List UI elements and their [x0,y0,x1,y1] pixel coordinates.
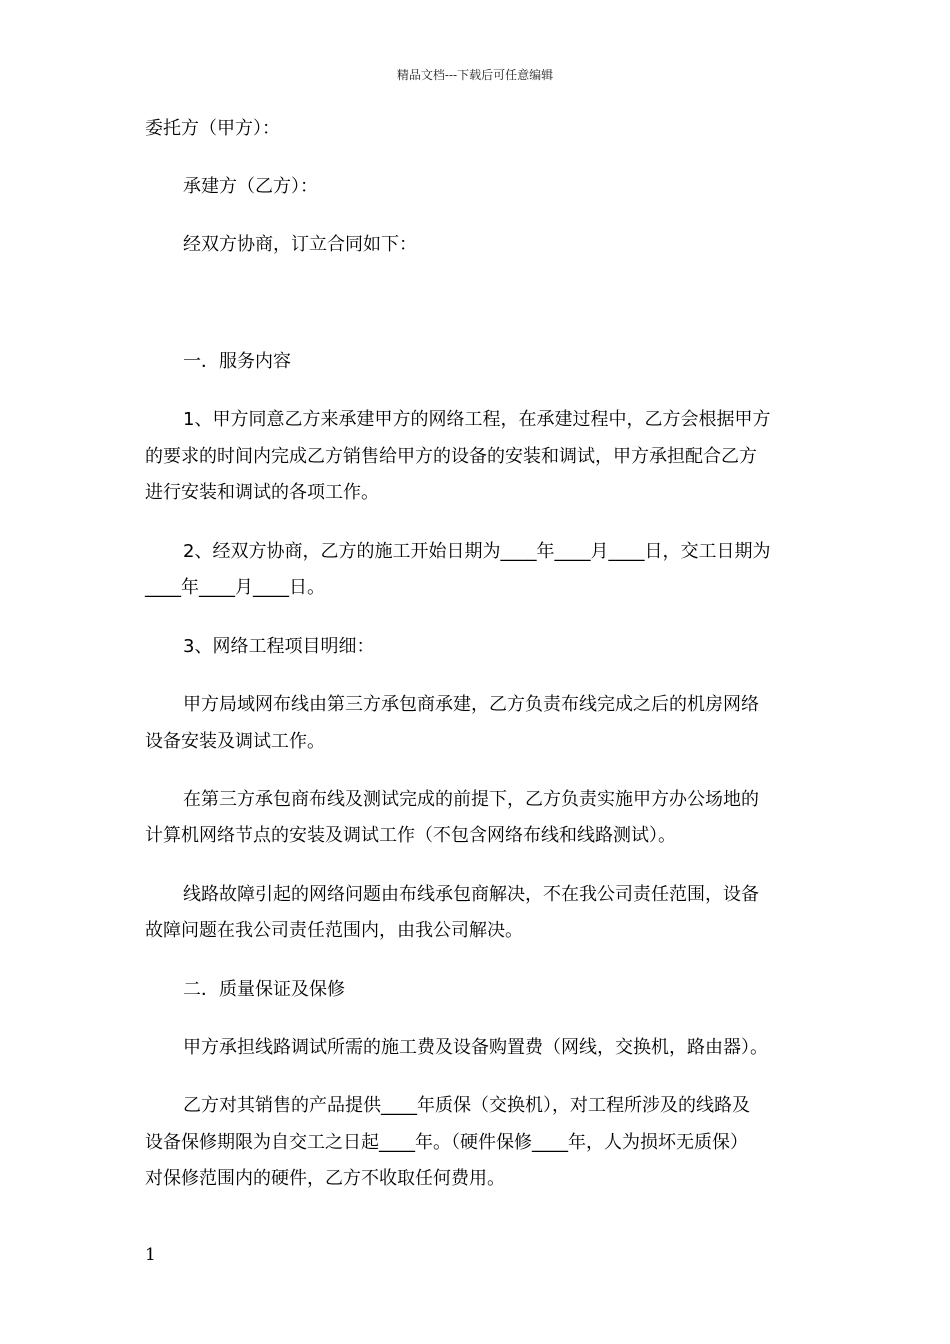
paragraph-line: 设备保修期限为自交工之日起____年。（硬件保修____年，人为损坏无质保） [145,1132,748,1153]
paragraph-line: 1、甲方同意乙方来承建甲方的网络工程，在承建过程中，乙方会根据甲方 [183,409,771,430]
section-1-heading: 一．服务内容 [183,351,291,372]
contractor-party-line: 承建方（乙方）： [183,176,318,197]
agreement-intro-line: 经双方协商，订立合同如下： [183,234,417,255]
paragraph-line: 甲方承担线路调试所需的施工费及设备购置费（网线，交换机，路由器）。 [183,1037,768,1058]
paragraph-line: 对保修范围内的硬件，乙方不收取任何费用。 [145,1168,505,1189]
paragraph-line: 设备安装及调试工作。 [145,731,325,752]
paragraph-line: 进行安装和调试的各项工作。 [145,482,379,503]
page-number: 1 [145,1245,156,1265]
paragraph-line: 乙方对其销售的产品提供____年质保（交换机），对工程所涉及的线路及 [183,1095,750,1116]
section-2-heading: 二．质量保证及保修 [183,979,345,1000]
paragraph-line: 在第三方承包商布线及测试完成的前提下，乙方负责实施甲方办公场地的 [183,789,759,810]
client-party-line: 委托方（甲方）： [145,118,280,139]
paragraph-line: 的要求的时间内完成乙方销售给甲方的设备的安装和调试，甲方承担配合乙方 [145,446,757,467]
paragraph-line: ____年____月____日。 [145,577,325,598]
paragraph-line: 故障问题在我公司责任范围内，由我公司解决。 [145,920,523,941]
paragraph-line: 3、网络工程项目明细： [183,636,375,657]
page-header: 精品文档---下载后可任意编辑 [396,68,554,82]
paragraph-line: 2、经双方协商，乙方的施工开始日期为____年____月____日，交工日期为 [183,541,771,562]
paragraph-line: 甲方局域网布线由第三方承包商承建，乙方负责布线完成之后的机房网络 [183,694,759,715]
paragraph-line: 计算机网络节点的安装及调试工作（不包含网络布线和线路测试）。 [145,825,676,846]
paragraph-line: 线路故障引起的网络问题由布线承包商解决，不在我公司责任范围，设备 [183,884,759,905]
